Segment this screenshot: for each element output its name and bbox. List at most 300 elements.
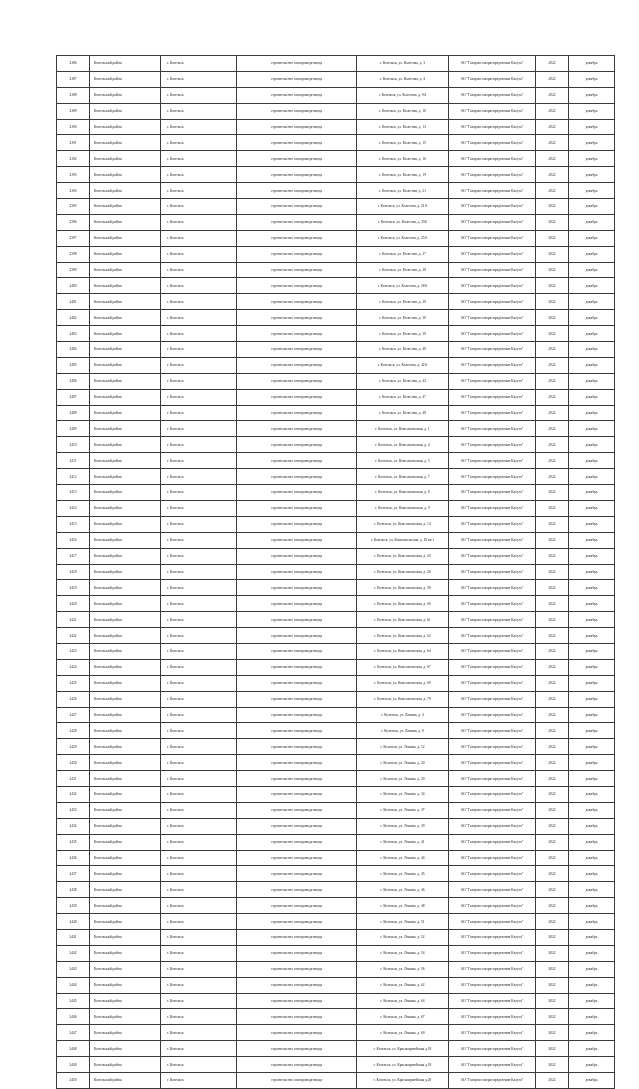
work-type-cell: строительство газопровода-ввода — [237, 230, 357, 246]
work-type-cell: строительство газопровода-ввода — [237, 675, 357, 691]
work-type-cell: строительство газопровода-ввода — [237, 786, 357, 802]
address-cell: г. Козельск, ул. Ленина, д. 48 — [357, 898, 449, 914]
address-cell: г. Козельск, ул. Ленина, д. 12 — [357, 739, 449, 755]
year-cell: 2022 — [536, 167, 569, 183]
row-number-cell: 2449 — [57, 1057, 90, 1073]
month-cell: декабрь — [569, 723, 615, 739]
organization-cell: АО "Газпром газораспределение Калуга" — [449, 532, 536, 548]
table-row — [57, 326, 615, 342]
month-cell: декабрь — [569, 294, 615, 310]
work-type-cell: строительство газопровода-ввода — [237, 56, 357, 72]
table-row — [57, 548, 615, 564]
year-cell: 2022 — [536, 151, 569, 167]
work-type-cell: строительство газопровода-ввода — [237, 548, 357, 564]
year-cell: 2022 — [536, 87, 569, 103]
work-type-cell: строительство газопровода-ввода — [237, 739, 357, 755]
organization-cell: АО "Газпром газораспределение Калуга" — [449, 357, 536, 373]
year-cell: 2022 — [536, 707, 569, 723]
year-cell: 2022 — [536, 1041, 569, 1057]
organization-cell: АО "Газпром газораспределение Калуга" — [449, 834, 536, 850]
district-cell: Козельский район — [90, 56, 161, 72]
month-cell: декабрь — [569, 1073, 615, 1089]
town-cell: г. Козельск — [161, 1025, 237, 1041]
table-row — [57, 945, 615, 961]
district-cell: Козельский район — [90, 262, 161, 278]
row-number-cell: 2450 — [57, 1073, 90, 1089]
district-cell: Козельский район — [90, 278, 161, 294]
table-row — [57, 977, 615, 993]
town-cell: г. Козельск — [161, 834, 237, 850]
address-cell: г. Козельск, ул. Комсомольская, д. 62 — [357, 628, 449, 644]
table-row — [57, 707, 615, 723]
organization-cell: АО "Газпром газораспределение Калуга" — [449, 929, 536, 945]
district-cell: Козельский район — [90, 707, 161, 723]
month-cell: декабрь — [569, 786, 615, 802]
town-cell: г. Козельск — [161, 485, 237, 501]
gasification-schedule-table — [56, 55, 615, 1089]
table-row — [57, 628, 615, 644]
row-number-cell: 2406 — [57, 373, 90, 389]
month-cell: декабрь — [569, 278, 615, 294]
address-cell: г. Козельск, ул. Комсомольская, д. 39 — [357, 580, 449, 596]
table-row — [57, 739, 615, 755]
town-cell: г. Козельск — [161, 707, 237, 723]
year-cell: 2022 — [536, 1009, 569, 1025]
row-number-cell: 2397 — [57, 230, 90, 246]
table-row — [57, 818, 615, 834]
district-cell: Козельский район — [90, 659, 161, 675]
row-number-cell: 2395 — [57, 199, 90, 215]
table-row — [57, 469, 615, 485]
table-row — [57, 151, 615, 167]
work-type-cell: строительство газопровода-ввода — [237, 755, 357, 771]
year-cell: 2022 — [536, 437, 569, 453]
work-type-cell: строительство газопровода-ввода — [237, 564, 357, 580]
month-cell: декабрь — [569, 135, 615, 151]
month-cell: декабрь — [569, 1041, 615, 1057]
year-cell: 2022 — [536, 882, 569, 898]
table-row — [57, 675, 615, 691]
table-row — [57, 1009, 615, 1025]
table-row — [57, 246, 615, 262]
address-cell: г. Козельск, ул. Комсомольская, д. 8 — [357, 485, 449, 501]
town-cell: г. Козельск — [161, 961, 237, 977]
town-cell: г. Козельск — [161, 199, 237, 215]
address-cell: г. Козельск, ул. Колесова, д. 27 — [357, 246, 449, 262]
row-number-cell: 2426 — [57, 691, 90, 707]
month-cell: декабрь — [569, 532, 615, 548]
work-type-cell: строительство газопровода-ввода — [237, 723, 357, 739]
district-cell: Козельский район — [90, 405, 161, 421]
town-cell: г. Козельск — [161, 56, 237, 72]
town-cell: г. Козельск — [161, 596, 237, 612]
work-type-cell: строительство газопровода-ввода — [237, 167, 357, 183]
row-number-cell: 2437 — [57, 866, 90, 882]
district-cell: Козельский район — [90, 612, 161, 628]
address-cell: г. Козельск, ул. Колесова, д. 9А — [357, 87, 449, 103]
town-cell: г. Козельск — [161, 278, 237, 294]
organization-cell: АО "Газпром газораспределение Калуга" — [449, 1009, 536, 1025]
address-cell: г. Козельск, ул. Колесова, д. 15 — [357, 135, 449, 151]
organization-cell: АО "Газпром газораспределение Калуга" — [449, 707, 536, 723]
work-type-cell: строительство газопровода-ввода — [237, 882, 357, 898]
organization-cell: АО "Газпром газораспределение Калуга" — [449, 87, 536, 103]
town-cell: г. Козельск — [161, 914, 237, 930]
address-cell: г. Козельск, ул. Колесова, д. 48 — [357, 405, 449, 421]
address-cell: г. Козельск, ул. Комсомольская, д. 9 — [357, 500, 449, 516]
work-type-cell: строительство газопровода-ввода — [237, 1009, 357, 1025]
address-cell: г. Козельск, ул. Ленина, д. 64 — [357, 993, 449, 1009]
district-cell: Козельский район — [90, 183, 161, 199]
table-row — [57, 119, 615, 135]
table-row — [57, 659, 615, 675]
row-number-cell: 2443 — [57, 961, 90, 977]
year-cell: 2022 — [536, 643, 569, 659]
year-cell: 2022 — [536, 834, 569, 850]
row-number-cell: 2396 — [57, 214, 90, 230]
town-cell: г. Козельск — [161, 389, 237, 405]
town-cell: г. Козельск — [161, 373, 237, 389]
organization-cell: АО "Газпром газораспределение Калуга" — [449, 659, 536, 675]
table-row — [57, 866, 615, 882]
organization-cell: АО "Газпром газораспределение Калуга" — [449, 548, 536, 564]
organization-cell: АО "Газпром газораспределение Калуга" — [449, 516, 536, 532]
month-cell: декабрь — [569, 310, 615, 326]
table-row — [57, 596, 615, 612]
year-cell: 2022 — [536, 866, 569, 882]
row-number-cell: 2415 — [57, 516, 90, 532]
organization-cell: АО "Газпром газораспределение Калуга" — [449, 771, 536, 787]
year-cell: 2022 — [536, 961, 569, 977]
town-cell: г. Козельск — [161, 516, 237, 532]
table-row — [57, 278, 615, 294]
district-cell: Козельский район — [90, 485, 161, 501]
month-cell: декабрь — [569, 246, 615, 262]
address-cell: г. Козельск, ул. Комсомольская, д. 14 — [357, 516, 449, 532]
table-row — [57, 500, 615, 516]
organization-cell: АО "Газпром газораспределение Калуга" — [449, 71, 536, 87]
town-cell: г. Козельск — [161, 564, 237, 580]
year-cell: 2022 — [536, 628, 569, 644]
district-cell: Козельский район — [90, 834, 161, 850]
month-cell: декабрь — [569, 183, 615, 199]
work-type-cell: строительство газопровода-ввода — [237, 214, 357, 230]
table-row — [57, 882, 615, 898]
town-cell: г. Козельск — [161, 977, 237, 993]
year-cell: 2022 — [536, 56, 569, 72]
town-cell: г. Козельск — [161, 135, 237, 151]
year-cell: 2022 — [536, 199, 569, 215]
year-cell: 2022 — [536, 246, 569, 262]
district-cell: Козельский район — [90, 71, 161, 87]
month-cell: декабрь — [569, 818, 615, 834]
town-cell: г. Козельск — [161, 103, 237, 119]
organization-cell: АО "Газпром газораспределение Калуга" — [449, 453, 536, 469]
month-cell: декабрь — [569, 771, 615, 787]
work-type-cell: строительство газопровода-ввода — [237, 898, 357, 914]
month-cell: декабрь — [569, 262, 615, 278]
row-number-cell: 2405 — [57, 357, 90, 373]
row-number-cell: 2427 — [57, 707, 90, 723]
table-row — [57, 929, 615, 945]
district-cell: Козельский район — [90, 357, 161, 373]
town-cell: г. Козельск — [161, 1041, 237, 1057]
work-type-cell: строительство газопровода-ввода — [237, 643, 357, 659]
month-cell: декабрь — [569, 580, 615, 596]
row-number-cell: 2446 — [57, 1009, 90, 1025]
work-type-cell: строительство газопровода-ввода — [237, 929, 357, 945]
town-cell: г. Козельск — [161, 71, 237, 87]
address-cell: г. Козельск, ул. Колесова, д. 19 — [357, 167, 449, 183]
organization-cell: АО "Газпром газораспределение Калуга" — [449, 596, 536, 612]
month-cell: декабрь — [569, 167, 615, 183]
organization-cell: АО "Газпром газораспределение Калуга" — [449, 755, 536, 771]
organization-cell: АО "Газпром газораспределение Калуга" — [449, 437, 536, 453]
table-row — [57, 421, 615, 437]
month-cell: декабрь — [569, 961, 615, 977]
work-type-cell: строительство газопровода-ввода — [237, 437, 357, 453]
work-type-cell: строительство газопровода-ввода — [237, 834, 357, 850]
month-cell: декабрь — [569, 342, 615, 358]
town-cell: г. Козельск — [161, 326, 237, 342]
month-cell: декабрь — [569, 230, 615, 246]
table-row — [57, 564, 615, 580]
month-cell: декабрь — [569, 643, 615, 659]
address-cell: г. Козельск, ул. Комсомольская, д. 60 — [357, 596, 449, 612]
organization-cell: АО "Газпром газораспределение Калуга" — [449, 326, 536, 342]
year-cell: 2022 — [536, 310, 569, 326]
town-cell: г. Козельск — [161, 628, 237, 644]
month-cell: декабрь — [569, 103, 615, 119]
work-type-cell: строительство газопровода-ввода — [237, 1057, 357, 1073]
month-cell: декабрь — [569, 119, 615, 135]
address-cell: г. Козельск, ул. Комсомольская, д. 1 — [357, 421, 449, 437]
address-cell: г. Козельск, ул. Ленина, д. 44 — [357, 850, 449, 866]
organization-cell: АО "Газпром газораспределение Калуга" — [449, 342, 536, 358]
table-row — [57, 723, 615, 739]
organization-cell: АО "Газпром газораспределение Калуга" — [449, 802, 536, 818]
organization-cell: АО "Газпром газораспределение Калуга" — [449, 580, 536, 596]
work-type-cell: строительство газопровода-ввода — [237, 421, 357, 437]
district-cell: Козельский район — [90, 246, 161, 262]
row-number-cell: 2423 — [57, 643, 90, 659]
address-cell: г. Козельск, ул. Колесова, д. 25Б — [357, 214, 449, 230]
table-row — [57, 612, 615, 628]
address-cell: г. Козельск, ул. Ленина, д. 34 — [357, 786, 449, 802]
address-cell: г. Козельск, ул. Ленина, д. 37 — [357, 802, 449, 818]
district-cell: Козельский район — [90, 882, 161, 898]
month-cell: декабрь — [569, 1009, 615, 1025]
town-cell: г. Козельск — [161, 691, 237, 707]
work-type-cell: строительство газопровода-ввода — [237, 71, 357, 87]
table-row — [57, 262, 615, 278]
month-cell: декабрь — [569, 882, 615, 898]
town-cell: г. Козельск — [161, 469, 237, 485]
work-type-cell: строительство газопровода-ввода — [237, 961, 357, 977]
work-type-cell: строительство газопровода-ввода — [237, 580, 357, 596]
table-row — [57, 167, 615, 183]
work-type-cell: строительство газопровода-ввода — [237, 373, 357, 389]
address-cell: г. Козельск, ул. Колесова, д. 28 — [357, 262, 449, 278]
address-cell: г. Козельск, ул. Комсомольская, д. 5 — [357, 453, 449, 469]
organization-cell: АО "Газпром газораспределение Калуга" — [449, 628, 536, 644]
address-cell: г. Козельск, ул. Колесова, д. 42 — [357, 373, 449, 389]
month-cell: декабрь — [569, 214, 615, 230]
district-cell: Козельский район — [90, 167, 161, 183]
year-cell: 2022 — [536, 389, 569, 405]
address-cell: г. Козельск, ул. Ленина, д. 20 — [357, 755, 449, 771]
year-cell: 2022 — [536, 755, 569, 771]
town-cell: г. Козельск — [161, 1009, 237, 1025]
table-row — [57, 834, 615, 850]
district-cell: Козельский район — [90, 1041, 161, 1057]
organization-cell: АО "Газпром газораспределение Калуга" — [449, 278, 536, 294]
year-cell: 2022 — [536, 929, 569, 945]
address-cell: г. Козельск, ул. Колесова, д. 21А — [357, 199, 449, 215]
organization-cell: АО "Газпром газораспределение Калуга" — [449, 294, 536, 310]
town-cell: г. Козельск — [161, 818, 237, 834]
month-cell: декабрь — [569, 516, 615, 532]
work-type-cell: строительство газопровода-ввода — [237, 103, 357, 119]
table-row — [57, 71, 615, 87]
month-cell: декабрь — [569, 373, 615, 389]
row-number-cell: 2387 — [57, 71, 90, 87]
district-cell: Козельский район — [90, 818, 161, 834]
table-row — [57, 1041, 615, 1057]
row-number-cell: 2438 — [57, 882, 90, 898]
organization-cell: АО "Газпром газораспределение Калуга" — [449, 151, 536, 167]
row-number-cell: 2428 — [57, 723, 90, 739]
address-cell: г. Козельск, ул. Колесова, д. 10 — [357, 103, 449, 119]
table-row — [57, 389, 615, 405]
district-cell: Козельский район — [90, 453, 161, 469]
row-number-cell: 2421 — [57, 612, 90, 628]
table-row — [57, 643, 615, 659]
work-type-cell: строительство газопровода-ввода — [237, 802, 357, 818]
town-cell: г. Козельск — [161, 183, 237, 199]
address-cell: г. Козельск, ул. Комсомольская, д. 67 — [357, 659, 449, 675]
district-cell: Козельский район — [90, 898, 161, 914]
district-cell: Козельский район — [90, 199, 161, 215]
town-cell: г. Козельск — [161, 802, 237, 818]
table-row — [57, 373, 615, 389]
table-row — [57, 56, 615, 72]
work-type-cell: строительство газопровода-ввода — [237, 866, 357, 882]
month-cell: декабрь — [569, 199, 615, 215]
table-row — [57, 691, 615, 707]
row-number-cell: 2418 — [57, 564, 90, 580]
row-number-cell: 2400 — [57, 278, 90, 294]
district-cell: Козельский район — [90, 294, 161, 310]
organization-cell: АО "Газпром газораспределение Калуга" — [449, 1057, 536, 1073]
row-number-cell: 2432 — [57, 786, 90, 802]
year-cell: 2022 — [536, 914, 569, 930]
year-cell: 2022 — [536, 119, 569, 135]
organization-cell: АО "Газпром газораспределение Калуга" — [449, 1025, 536, 1041]
organization-cell: АО "Газпром газораспределение Калуга" — [449, 1073, 536, 1089]
table-row — [57, 914, 615, 930]
organization-cell: АО "Газпром газораспределение Калуга" — [449, 993, 536, 1009]
address-cell: г. Козельск, ул. Колесова, д. 40 — [357, 342, 449, 358]
work-type-cell: строительство газопровода-ввода — [237, 707, 357, 723]
row-number-cell: 2393 — [57, 167, 90, 183]
year-cell: 2022 — [536, 818, 569, 834]
address-cell: г. Козельск, ул. Красноармейская д.20 — [357, 1073, 449, 1089]
town-cell: г. Козельск — [161, 532, 237, 548]
year-cell: 2022 — [536, 278, 569, 294]
organization-cell: АО "Газпром газораспределение Калуга" — [449, 723, 536, 739]
row-number-cell: 2411 — [57, 453, 90, 469]
address-cell: г. Козельск, ул. Колесова, д. 13 — [357, 119, 449, 135]
organization-cell: АО "Газпром газораспределение Калуга" — [449, 500, 536, 516]
work-type-cell: строительство газопровода-ввода — [237, 691, 357, 707]
work-type-cell: строительство газопровода-ввода — [237, 500, 357, 516]
district-cell: Козельский район — [90, 421, 161, 437]
month-cell: декабрь — [569, 834, 615, 850]
organization-cell: АО "Газпром газораспределение Калуга" — [449, 739, 536, 755]
year-cell: 2022 — [536, 945, 569, 961]
town-cell: г. Козельск — [161, 421, 237, 437]
organization-cell: АО "Газпром газораспределение Калуга" — [449, 214, 536, 230]
town-cell: г. Козельск — [161, 945, 237, 961]
month-cell: декабрь — [569, 437, 615, 453]
organization-cell: АО "Газпром газораспределение Калуга" — [449, 310, 536, 326]
row-number-cell: 2424 — [57, 659, 90, 675]
district-cell: Козельский район — [90, 310, 161, 326]
town-cell: г. Козельск — [161, 214, 237, 230]
row-number-cell: 2399 — [57, 262, 90, 278]
table-row — [57, 214, 615, 230]
district-cell: Козельский район — [90, 1009, 161, 1025]
town-cell: г. Козельск — [161, 723, 237, 739]
organization-cell: АО "Газпром газораспределение Калуга" — [449, 882, 536, 898]
year-cell: 2022 — [536, 898, 569, 914]
table-row — [57, 1057, 615, 1073]
table-row — [57, 993, 615, 1009]
town-cell: г. Козельск — [161, 1073, 237, 1089]
row-number-cell: 2435 — [57, 834, 90, 850]
organization-cell: АО "Газпром газораспределение Калуга" — [449, 199, 536, 215]
month-cell: декабрь — [569, 151, 615, 167]
address-cell: г. Козельск, ул. Колесова, д. 21 — [357, 183, 449, 199]
work-type-cell: строительство газопровода-ввода — [237, 1025, 357, 1041]
work-type-cell: строительство газопровода-ввода — [237, 262, 357, 278]
table-row — [57, 199, 615, 215]
district-cell: Козельский район — [90, 326, 161, 342]
district-cell: Козельский район — [90, 977, 161, 993]
month-cell: декабрь — [569, 1057, 615, 1073]
row-number-cell: 2403 — [57, 326, 90, 342]
month-cell: декабрь — [569, 469, 615, 485]
year-cell: 2022 — [536, 802, 569, 818]
district-cell: Козельский район — [90, 675, 161, 691]
district-cell: Козельский район — [90, 580, 161, 596]
row-number-cell: 2448 — [57, 1041, 90, 1057]
town-cell: г. Козельск — [161, 755, 237, 771]
district-cell: Козельский район — [90, 993, 161, 1009]
work-type-cell: строительство газопровода-ввода — [237, 596, 357, 612]
table-row — [57, 294, 615, 310]
work-type-cell: строительство газопровода-ввода — [237, 469, 357, 485]
town-cell: г. Козельск — [161, 580, 237, 596]
year-cell: 2022 — [536, 739, 569, 755]
year-cell: 2022 — [536, 373, 569, 389]
work-type-cell: строительство газопровода-ввода — [237, 342, 357, 358]
year-cell: 2022 — [536, 564, 569, 580]
month-cell: декабрь — [569, 485, 615, 501]
table-row — [57, 532, 615, 548]
row-number-cell: 2410 — [57, 437, 90, 453]
